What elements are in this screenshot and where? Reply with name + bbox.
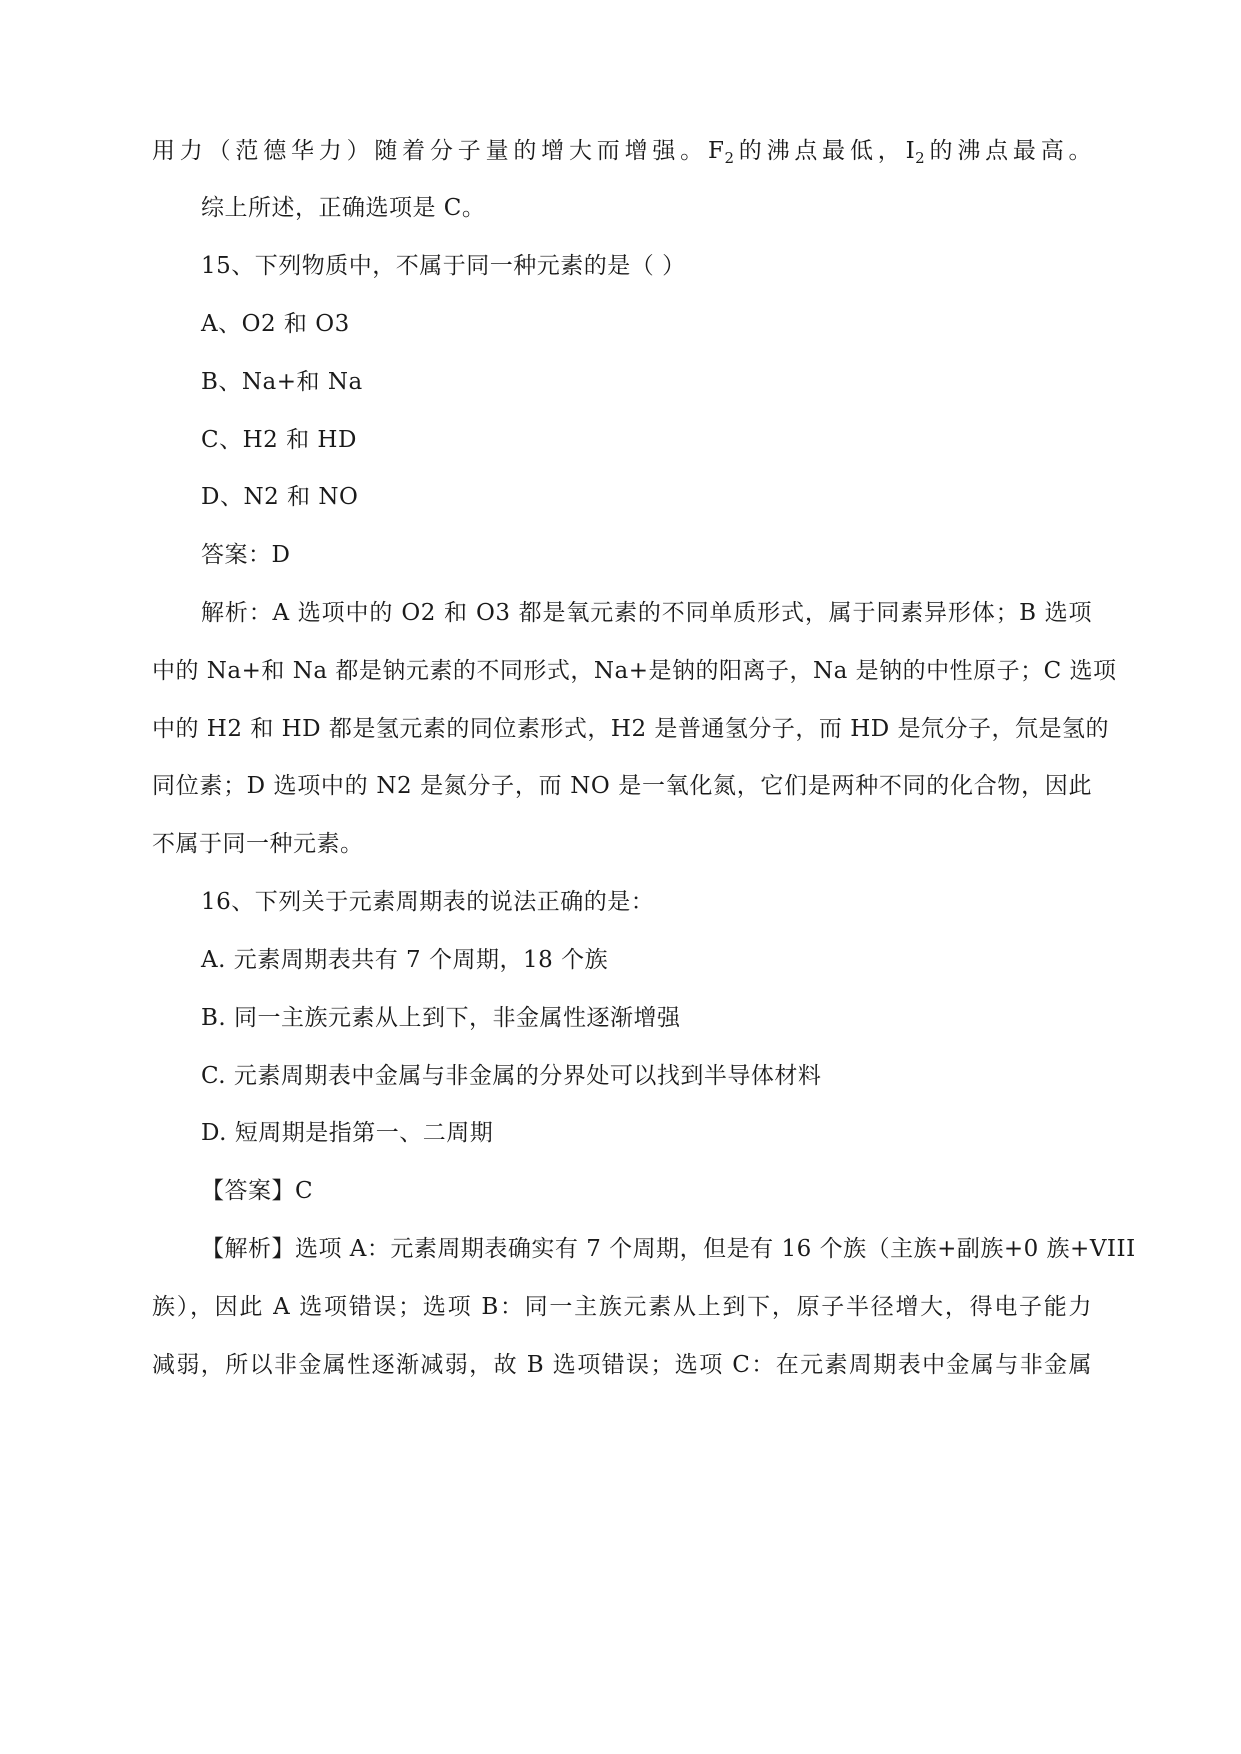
option-c: C、H2 和 HD xyxy=(201,427,357,453)
explanation-15-line: 中的 H2 和 HD 都是氢元素的同位素形式，H2 是普通氢分子，而 HD 是氘分子，氘是氢的 xyxy=(152,716,1110,742)
explanation-15-line: 中的 Na+和 Na 都是钠元素的不同形式，Na+是钠的阳离子，Na 是钠的中性原子；C 选项 xyxy=(152,658,1117,684)
explanation-16-line: 族），因此 A 选项错误；选项 B：同一主族元素从上到下，原子半径增大，得电子能力 xyxy=(152,1294,1092,1320)
option-a: A. 元素周期表共有 7 个周期，18 个族 xyxy=(201,947,609,973)
explanation-15-line: 解析：A 选项中的 O2 和 O3 都是氧元素的不同单质形式，属于同素异形体；B 选项 xyxy=(201,600,1092,626)
text-segment: 用力（范德华力）随着分子量的增大而增强。F xyxy=(152,138,725,164)
question-16: 16、下列关于元素周期表的说法正确的是： xyxy=(201,889,655,915)
subscript: 2 xyxy=(915,149,926,167)
explanation-16-line: 减弱，所以非金属性逐渐减弱，故 B 选项错误；选项 C：在元素周期表中金属与非金属 xyxy=(152,1352,1092,1378)
explanation-15-line: 同位素；D 选项中的 N2 是氮分子，而 NO 是一氧化氮，它们是两种不同的化合物，因此 xyxy=(152,773,1092,799)
option-d: D、N2 和 NO xyxy=(201,484,359,510)
answer-15: 答案：D xyxy=(201,542,291,568)
option-b: B、Na+和 Na xyxy=(201,369,363,395)
option-c: C. 元素周期表中金属与非金属的分界处可以找到半导体材料 xyxy=(201,1063,822,1089)
option-a: A、O2 和 O3 xyxy=(201,311,350,337)
question-15: 15、下列物质中，不属于同一种元素的是（ ） xyxy=(201,253,686,279)
conclusion-text: 综上所述，正确选项是 C。 xyxy=(201,195,486,221)
explanation-16-line: 【解析】选项 A：元素周期表确实有 7 个周期，但是有 16 个族（主族+副族+0 族+VIII xyxy=(201,1236,1136,1262)
explanation-15-line: 不属于同一种元素。 xyxy=(152,831,364,857)
answer-16: 【答案】C xyxy=(201,1178,314,1204)
option-d: D. 短周期是指第一、二周期 xyxy=(201,1120,494,1146)
text-segment: 的沸点最高。 xyxy=(925,138,1093,164)
text-segment: 的沸点最低，I xyxy=(734,138,916,164)
text-line xyxy=(152,136,1092,166)
subscript: 2 xyxy=(724,149,735,167)
option-b: B. 同一主族元素从上到下，非金属性逐渐增强 xyxy=(201,1005,681,1031)
